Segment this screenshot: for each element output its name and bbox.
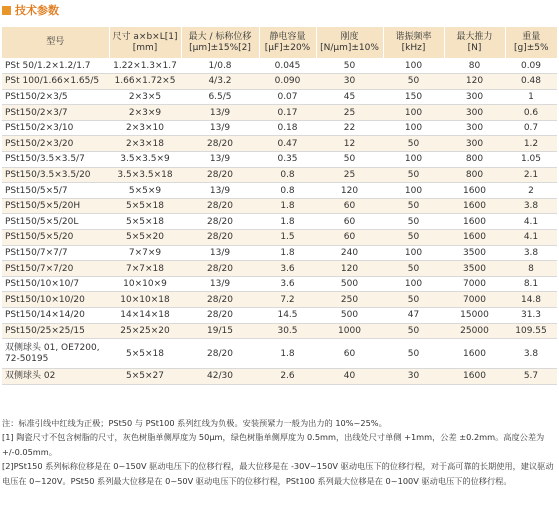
table-cell: 120 bbox=[316, 183, 383, 199]
table-cell: 6.5/5 bbox=[181, 89, 259, 105]
table-cell: 50 bbox=[383, 339, 444, 369]
table-cell: 50 bbox=[383, 292, 444, 308]
table-cell: 800 bbox=[444, 152, 505, 168]
spec-table bbox=[2, 27, 557, 385]
table-cell: 0.09 bbox=[505, 58, 557, 74]
table-cell: 0.48 bbox=[505, 74, 557, 90]
model-cell: PSt150/25×25/15 bbox=[2, 323, 109, 339]
table-cell: 3500 bbox=[444, 261, 505, 277]
table-cell: 25 bbox=[316, 105, 383, 121]
table-cell: 100 bbox=[383, 183, 444, 199]
table-cell: 0.07 bbox=[259, 89, 316, 105]
table-row bbox=[2, 152, 557, 168]
table-cell: 13/9 bbox=[181, 245, 259, 261]
table-cell: 50 bbox=[316, 152, 383, 168]
table-cell: 1600 bbox=[444, 369, 505, 385]
table-cell: 60 bbox=[316, 198, 383, 214]
table-row bbox=[2, 58, 557, 74]
table-row bbox=[2, 105, 557, 121]
table-row bbox=[2, 230, 557, 246]
column-header-unit: [kHz] bbox=[401, 42, 426, 53]
column-header bbox=[259, 27, 316, 58]
table-cell: 50 bbox=[383, 74, 444, 90]
model-cell: PSt150/5×5/20H bbox=[2, 198, 109, 214]
table-cell: 0.17 bbox=[259, 105, 316, 121]
table-cell: 50 bbox=[383, 261, 444, 277]
table-cell: 7000 bbox=[444, 276, 505, 292]
table-cell: 25000 bbox=[444, 323, 505, 339]
table-cell: 30 bbox=[383, 369, 444, 385]
table-cell: 14.5 bbox=[259, 308, 316, 324]
column-header-label: 最大 / 标称位移 bbox=[188, 31, 252, 42]
model-cell: PSt150/10×10/20 bbox=[2, 292, 109, 308]
table-cell: 120 bbox=[316, 261, 383, 277]
table-cell: 3.6 bbox=[259, 261, 316, 277]
table-row bbox=[2, 183, 557, 199]
table-cell: 3.8 bbox=[505, 198, 557, 214]
table-cell: 4.1 bbox=[505, 230, 557, 246]
table-cell: 100 bbox=[383, 120, 444, 136]
column-header bbox=[181, 27, 259, 58]
table-cell: 5×5×18 bbox=[109, 339, 181, 369]
table-cell: 150 bbox=[383, 89, 444, 105]
column-header bbox=[444, 27, 505, 58]
table-cell: 7×7×18 bbox=[109, 261, 181, 277]
model-cell: PSt150/2×3/7 bbox=[2, 105, 109, 121]
model-cell: PSt150/3.5×3.5/7 bbox=[2, 152, 109, 168]
table-cell: 100 bbox=[383, 105, 444, 121]
table-cell: 5×5×18 bbox=[109, 214, 181, 230]
table-cell: 25 bbox=[316, 167, 383, 183]
table-row bbox=[2, 261, 557, 277]
table-cell: 1000 bbox=[316, 323, 383, 339]
table-cell: 40 bbox=[316, 369, 383, 385]
table-cell: 7000 bbox=[444, 292, 505, 308]
table-cell: 1600 bbox=[444, 339, 505, 369]
table-cell: 5×5×9 bbox=[109, 183, 181, 199]
table-cell: 13/9 bbox=[181, 183, 259, 199]
column-header-unit: [g]±5% bbox=[513, 42, 549, 53]
table-cell: 300 bbox=[444, 120, 505, 136]
model-cell: PSt150/7×7/7 bbox=[2, 245, 109, 261]
model-cell: PSt150/5×5/20 bbox=[2, 230, 109, 246]
table-cell: 5×5×20 bbox=[109, 230, 181, 246]
table-cell: 47 bbox=[383, 308, 444, 324]
table-cell: 28/20 bbox=[181, 198, 259, 214]
table-cell: 50 bbox=[383, 167, 444, 183]
table-cell: 13/9 bbox=[181, 105, 259, 121]
table-row bbox=[2, 120, 557, 136]
table-cell: 14.8 bbox=[505, 292, 557, 308]
column-header bbox=[316, 27, 383, 58]
table-cell: 25×25×20 bbox=[109, 323, 181, 339]
table-cell: 4/3.2 bbox=[181, 74, 259, 90]
table-cell: 50 bbox=[383, 136, 444, 152]
table-cell: 3.8 bbox=[505, 339, 557, 369]
table-row bbox=[2, 245, 557, 261]
column-header-label: 刚度 bbox=[340, 31, 359, 42]
table-cell: 3.5×3.5×18 bbox=[109, 167, 181, 183]
table-cell: 0.8 bbox=[259, 183, 316, 199]
table-cell: 240 bbox=[316, 245, 383, 261]
table-cell: 0.7 bbox=[505, 120, 557, 136]
table-cell: 4.1 bbox=[505, 214, 557, 230]
table-cell: 13/9 bbox=[181, 152, 259, 168]
table-cell: 1.5 bbox=[259, 230, 316, 246]
column-header bbox=[109, 27, 181, 58]
model-cell: PSt150/2×3/10 bbox=[2, 120, 109, 136]
table-cell: 1600 bbox=[444, 230, 505, 246]
table-cell: 1600 bbox=[444, 198, 505, 214]
table-row bbox=[2, 369, 557, 385]
table-cell: 28/20 bbox=[181, 230, 259, 246]
table-cell: 7.2 bbox=[259, 292, 316, 308]
table-cell: 3.8 bbox=[505, 245, 557, 261]
table-cell: 1.8 bbox=[259, 198, 316, 214]
model-cell: PSt 100/1.66×1.65/5 bbox=[2, 74, 109, 90]
table-cell: 50 bbox=[316, 58, 383, 74]
table-row bbox=[2, 308, 557, 324]
column-header-label: 尺寸 a×b×L[1] bbox=[112, 31, 178, 42]
model-cell: PSt150/3.5×3.5/20 bbox=[2, 167, 109, 183]
table-cell: 45 bbox=[316, 89, 383, 105]
table-cell: 60 bbox=[316, 230, 383, 246]
table-cell: 2.1 bbox=[505, 167, 557, 183]
table-row bbox=[2, 339, 557, 369]
model-cell: PSt150/5×5/7 bbox=[2, 183, 109, 199]
model-cell: 双侧球头 01, OE7200, 72-50195 bbox=[2, 339, 109, 369]
table-cell: 14×14×18 bbox=[109, 308, 181, 324]
footnote: 注：标准引线中红线为正极；PSt50 与 PSt100 系列红线为负极。安装预紧力一般为出力的 10%~25%。 bbox=[2, 418, 387, 428]
square-bullet-icon bbox=[2, 6, 11, 15]
table-cell: 300 bbox=[444, 105, 505, 121]
column-header-unit: [μm]±15%[2] bbox=[189, 42, 251, 53]
table-cell: 10×10×18 bbox=[109, 292, 181, 308]
table-row bbox=[2, 167, 557, 183]
column-header bbox=[383, 27, 444, 58]
column-header-label: 谐振频率 bbox=[395, 31, 432, 42]
table-cell: 3500 bbox=[444, 245, 505, 261]
model-cell: PSt150/2×3/20 bbox=[2, 136, 109, 152]
column-header-label: 型号 bbox=[46, 37, 65, 47]
table-cell: 2 bbox=[505, 183, 557, 199]
column-header bbox=[2, 27, 109, 58]
footnotes bbox=[2, 416, 557, 488]
table-cell: 50 bbox=[383, 323, 444, 339]
table-cell: 2×3×10 bbox=[109, 120, 181, 136]
table-cell: 22 bbox=[316, 120, 383, 136]
table-cell: 50 bbox=[383, 214, 444, 230]
footnote: [1] 陶瓷尺寸不包含树脂的尺寸，灰色树脂单侧厚度为 50μm，绿色树脂单侧厚度为 0.5mm，出线处尺寸单侧 +1mm，公差 ±0.2mm。高度公差为 +/-0.05mm。 bbox=[2, 432, 545, 457]
column-header-label: 静电容量 bbox=[269, 31, 306, 42]
table-cell: 0.090 bbox=[259, 74, 316, 90]
table-cell: 100 bbox=[383, 58, 444, 74]
table-cell: 15000 bbox=[444, 308, 505, 324]
table-cell: 50 bbox=[383, 230, 444, 246]
table-cell: 300 bbox=[444, 136, 505, 152]
table-cell: 1.22×1.3×1.7 bbox=[109, 58, 181, 74]
table-cell: 28/20 bbox=[181, 167, 259, 183]
model-cell: 双侧球头 02 bbox=[2, 369, 109, 385]
table-cell: 10×10×9 bbox=[109, 276, 181, 292]
column-header-unit: [μF]±20% bbox=[264, 42, 311, 53]
table-cell: 0.045 bbox=[259, 58, 316, 74]
table-cell: 42/30 bbox=[181, 369, 259, 385]
column-header bbox=[505, 27, 557, 58]
table-cell: 500 bbox=[316, 276, 383, 292]
table-cell: 120 bbox=[444, 74, 505, 90]
table-cell: 5.7 bbox=[505, 369, 557, 385]
table-cell: 1/0.8 bbox=[181, 58, 259, 74]
table-cell: 12 bbox=[316, 136, 383, 152]
table-row bbox=[2, 292, 557, 308]
table-cell: 13/9 bbox=[181, 276, 259, 292]
table-row bbox=[2, 198, 557, 214]
table-cell: 5×5×18 bbox=[109, 198, 181, 214]
table-cell: 0.35 bbox=[259, 152, 316, 168]
table-cell: 0.6 bbox=[505, 105, 557, 121]
table-row bbox=[2, 276, 557, 292]
table-cell: 5×5×27 bbox=[109, 369, 181, 385]
model-cell: PSt150/14×14/20 bbox=[2, 308, 109, 324]
column-header-unit: [N/μm]±10% bbox=[320, 42, 379, 53]
table-cell: 28/20 bbox=[181, 292, 259, 308]
column-header-unit: [N] bbox=[467, 42, 482, 53]
table-cell: 100 bbox=[383, 245, 444, 261]
table-cell: 1600 bbox=[444, 214, 505, 230]
footnote: [2]PSt150 系列标称位移是在 0~150V 驱动电压下的位移行程，最大位移是在 -30V~150V 驱动电压下的位移行程，对于高可靠的长期使用，建议驱动电压在 0~120V。PSt50 系列最大位移是在 0~50V 驱动电压下的位移行程，PSt100 系列最大位移是在 0~100V 驱动电压下的位移行程。 bbox=[2, 461, 554, 486]
table-cell: 30 bbox=[316, 74, 383, 90]
table-cell: 28/20 bbox=[181, 339, 259, 369]
table-cell: 28/20 bbox=[181, 261, 259, 277]
table-cell: 50 bbox=[383, 198, 444, 214]
table-cell: 7×7×9 bbox=[109, 245, 181, 261]
table-cell: 28/20 bbox=[181, 214, 259, 230]
table-cell: 0.18 bbox=[259, 120, 316, 136]
table-cell: 100 bbox=[383, 276, 444, 292]
table-cell: 1 bbox=[505, 89, 557, 105]
table-cell: 250 bbox=[316, 292, 383, 308]
table-cell: 1.8 bbox=[259, 214, 316, 230]
model-cell: PSt150/2×3/5 bbox=[2, 89, 109, 105]
section-title: 技术参数 bbox=[15, 4, 59, 17]
table-cell: 2×3×5 bbox=[109, 89, 181, 105]
table-row bbox=[2, 214, 557, 230]
table-cell: 0.8 bbox=[259, 167, 316, 183]
table-cell: 28/20 bbox=[181, 136, 259, 152]
table-row bbox=[2, 323, 557, 339]
table-row bbox=[2, 136, 557, 152]
table-cell: 3.6 bbox=[259, 276, 316, 292]
table-header-row bbox=[2, 27, 557, 58]
column-header-unit: [mm] bbox=[132, 42, 158, 53]
table-cell: 80 bbox=[444, 58, 505, 74]
table-cell: 2×3×18 bbox=[109, 136, 181, 152]
table-cell: 1.66×1.72×5 bbox=[109, 74, 181, 90]
model-cell: PSt 50/1.2×1.2/1.7 bbox=[2, 58, 109, 74]
table-cell: 8.1 bbox=[505, 276, 557, 292]
table-row bbox=[2, 89, 557, 105]
table-cell: 60 bbox=[316, 214, 383, 230]
column-header-label: 最大推力 bbox=[456, 31, 493, 42]
table-cell: 28/20 bbox=[181, 308, 259, 324]
table-cell: 1.2 bbox=[505, 136, 557, 152]
model-cell: PSt150/10×10/7 bbox=[2, 276, 109, 292]
table-cell: 31.3 bbox=[505, 308, 557, 324]
table-cell: 2.6 bbox=[259, 369, 316, 385]
table-cell: 1.8 bbox=[259, 245, 316, 261]
table-cell: 30.5 bbox=[259, 323, 316, 339]
table-row bbox=[2, 74, 557, 90]
table-cell: 19/15 bbox=[181, 323, 259, 339]
table-cell: 13/9 bbox=[181, 120, 259, 136]
table-cell: 2×3×9 bbox=[109, 105, 181, 121]
table-cell: 1.8 bbox=[259, 339, 316, 369]
table-cell: 109.55 bbox=[505, 323, 557, 339]
table-cell: 500 bbox=[316, 308, 383, 324]
table-body bbox=[2, 58, 557, 384]
table-cell: 60 bbox=[316, 339, 383, 369]
table-cell: 1600 bbox=[444, 183, 505, 199]
section-header bbox=[2, 2, 59, 18]
table-cell: 8 bbox=[505, 261, 557, 277]
model-cell: PSt150/5×5/20L bbox=[2, 214, 109, 230]
table-cell: 100 bbox=[383, 152, 444, 168]
table-cell: 300 bbox=[444, 89, 505, 105]
model-cell: PSt150/7×7/20 bbox=[2, 261, 109, 277]
column-header-label: 重量 bbox=[522, 31, 541, 42]
table-cell: 0.47 bbox=[259, 136, 316, 152]
table-cell: 1.05 bbox=[505, 152, 557, 168]
table-cell: 800 bbox=[444, 167, 505, 183]
table-cell: 3.5×3.5×9 bbox=[109, 152, 181, 168]
